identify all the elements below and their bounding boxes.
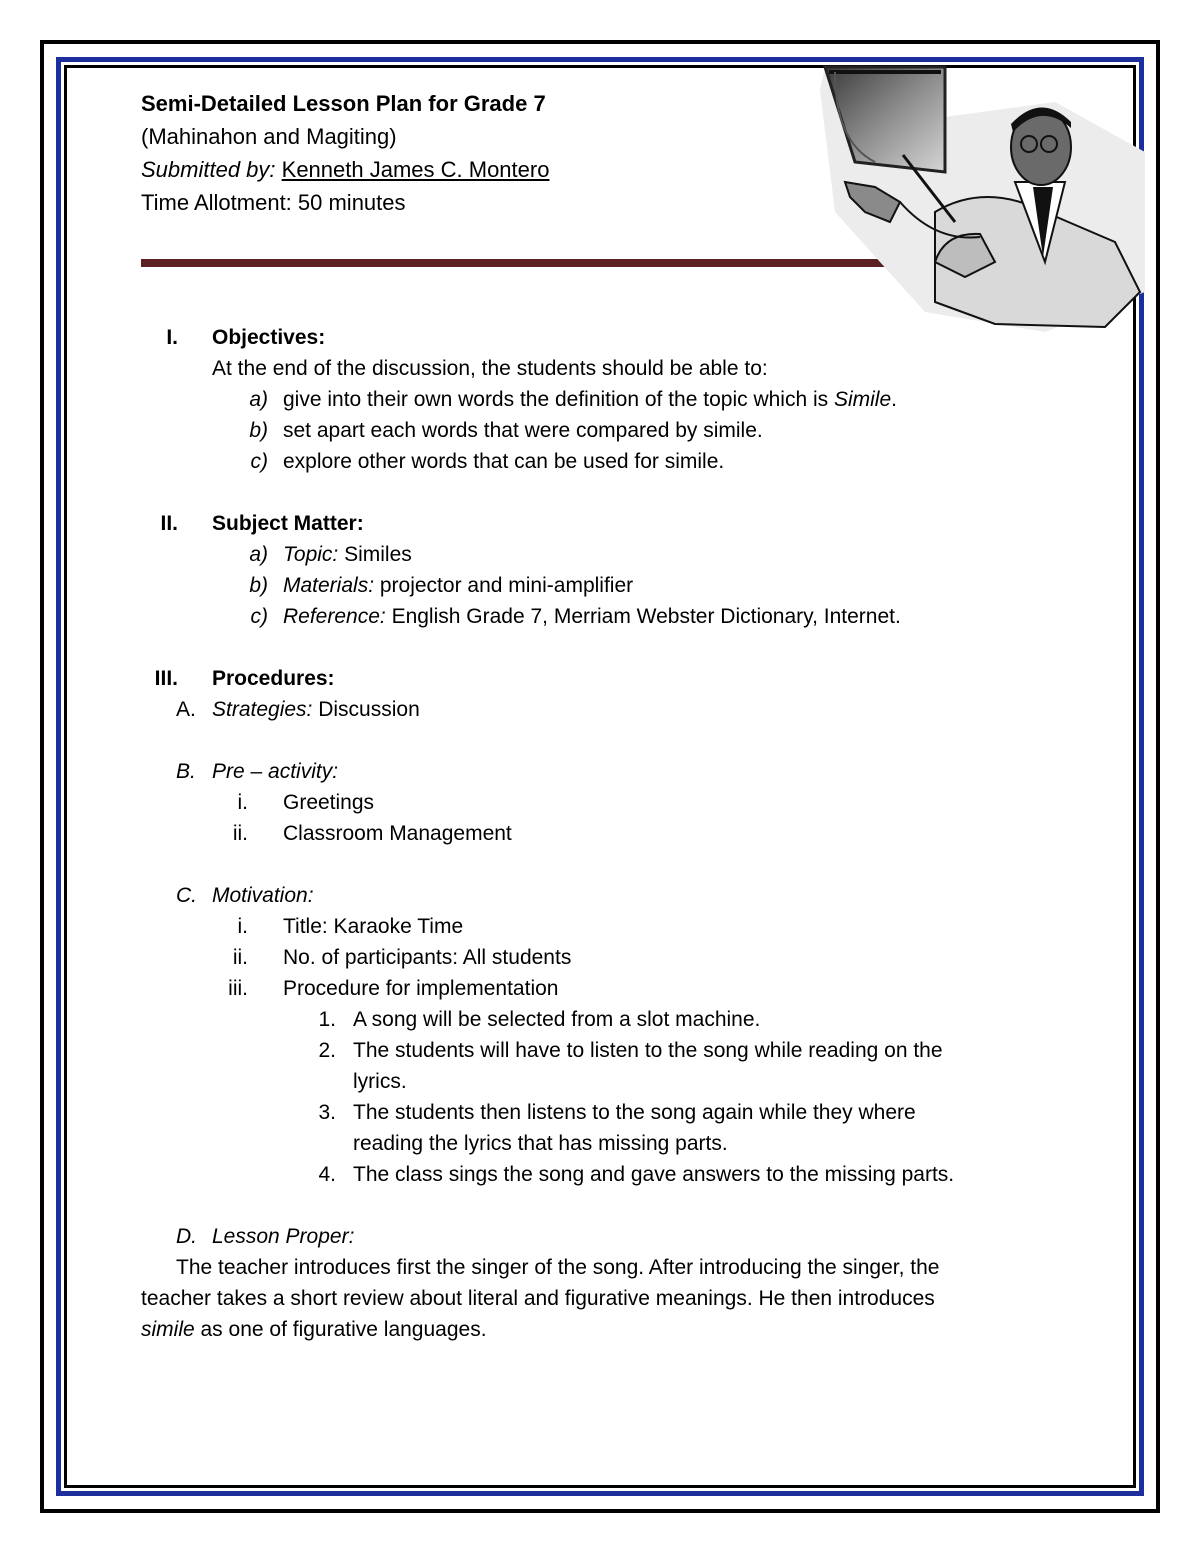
document-title: Semi-Detailed Lesson Plan for Grade 7 (141, 91, 546, 116)
step-2-text-line2: lyrics. (353, 1070, 407, 1093)
subject-materials (283, 573, 633, 599)
strategies-label: Strategies: (212, 698, 313, 721)
pre-activity-i-marker: i. (237, 791, 248, 814)
step-3-marker: 3. (318, 1101, 336, 1124)
pre-activity-greetings: Greetings (283, 791, 375, 814)
subject-reference-value: English Grade 7, Merriam Webster Dictionary, Internet. (385, 605, 901, 628)
procedure-strategies (212, 697, 420, 723)
step-1-text: A song will be selected from a slot machine. (353, 1008, 761, 1031)
lesson-proper-term: simile (141, 1318, 195, 1341)
step-2-text-line1: The students will have to listen to the song while reading on the (353, 1039, 943, 1062)
strategies-value: Discussion (312, 698, 420, 721)
objective-b: set apart each words that were compared by simile. (283, 419, 763, 442)
step-3-text-line2: reading the lyrics that has missing parts. (353, 1132, 728, 1155)
subject-materials-value: projector and mini-amplifier (374, 574, 634, 597)
subject-a-marker: a) (249, 543, 268, 566)
step-4-marker: 4. (318, 1163, 336, 1186)
submitted-label: Submitted by: (141, 157, 276, 182)
lesson-proper-label: Lesson Proper: (212, 1225, 355, 1248)
subject-heading: Subject Matter: (212, 512, 364, 535)
subject-reference-label: Reference: (283, 605, 386, 628)
procedure-c-marker: C. (176, 884, 197, 907)
subject-topic-value: Similes (338, 543, 412, 566)
procedure-d-marker: D. (176, 1225, 197, 1248)
subject-numeral: II. (160, 512, 178, 535)
procedure-a-marker: A. (176, 698, 196, 721)
subject-materials-label: Materials: (283, 574, 375, 597)
teacher-presenting-illustration (815, 62, 1145, 332)
pre-activity-ii-marker: ii. (232, 822, 248, 845)
motivation-participants: No. of participants: All students (283, 946, 572, 969)
lesson-proper-line3-rest: as one of figurative languages. (194, 1318, 487, 1341)
objectives-numeral: I. (166, 326, 178, 349)
motivation-iii-marker: iii. (228, 977, 248, 1000)
objective-a (283, 387, 897, 413)
procedure-b-marker: B. (176, 760, 196, 783)
subject-topic-label: Topic: (283, 543, 339, 566)
motivation-i-marker: i. (237, 915, 248, 938)
time-allotment: Time Allotment: 50 minutes (141, 190, 406, 215)
objectives-intro: At the end of the discussion, the students should be able to: (212, 357, 768, 380)
motivation-procedure: Procedure for implementation (283, 977, 559, 1000)
pre-activity-label: Pre – activity: (212, 760, 339, 783)
objective-c-marker: c) (250, 450, 268, 473)
motivation-label: Motivation: (212, 884, 314, 907)
procedures-numeral: III. (154, 667, 178, 690)
submitted-by (141, 153, 549, 186)
subject-reference (283, 604, 901, 630)
objective-a-text: give into their own words the definition of the topic which is (283, 388, 834, 411)
document-header (141, 87, 549, 219)
motivation-title: Title: Karaoke Time (283, 915, 464, 938)
pre-activity-management: Classroom Management (283, 822, 512, 845)
objective-c: explore other words that can be used for simile. (283, 450, 725, 473)
lesson-proper-line3 (141, 1317, 487, 1343)
lesson-proper-line2: teacher takes a short review about literal and figurative meanings. He then introduces (141, 1287, 935, 1310)
step-2-marker: 2. (318, 1039, 336, 1062)
objectives-heading: Objectives: (212, 326, 326, 349)
submitter-name: Kenneth James C. Montero (281, 157, 550, 182)
objective-b-marker: b) (249, 419, 268, 442)
lesson-proper-line1: The teacher introduces first the singer of the song. After introducing the singer, the (176, 1256, 940, 1279)
subject-c-marker: c) (250, 605, 268, 628)
objective-a-tail: . (891, 388, 897, 411)
objective-a-marker: a) (249, 388, 268, 411)
section-name: (Mahinahon and Magiting) (141, 124, 397, 149)
motivation-ii-marker: ii. (232, 946, 248, 969)
step-1-marker: 1. (318, 1008, 336, 1031)
procedures-heading: Procedures: (212, 667, 335, 690)
step-3-text-line1: The students then listens to the song again while they where (353, 1101, 916, 1124)
objective-a-term: Simile (833, 388, 892, 411)
subject-b-marker: b) (249, 574, 268, 597)
subject-topic (283, 542, 412, 568)
step-4-text: The class sings the song and gave answers to the missing parts. (353, 1163, 955, 1186)
